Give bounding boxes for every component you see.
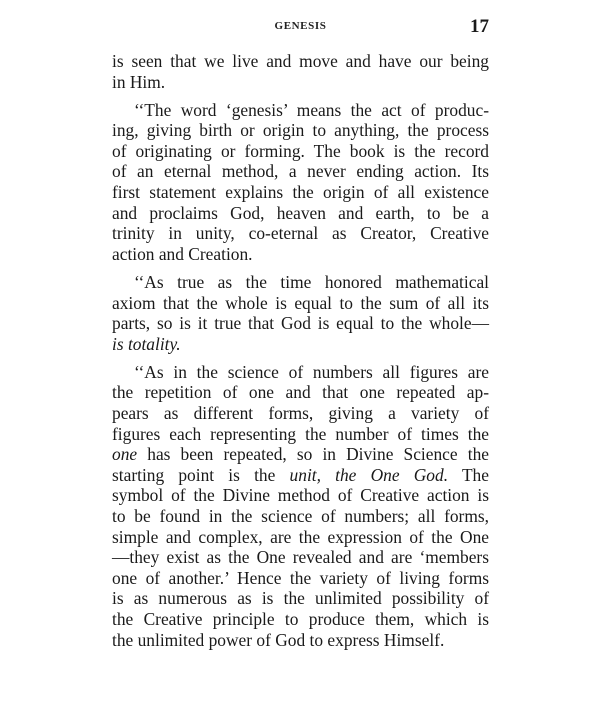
text-line: action and Creation. — [112, 243, 253, 264]
text-line: figures each representing the number of times the — [112, 423, 489, 444]
text-line-mixed — [112, 444, 489, 465]
text-line-italic — [112, 334, 489, 355]
text-fragment: starting point is the — [112, 464, 276, 485]
text-line: the Creative principle to produce them, which is — [112, 608, 489, 629]
text-line: —they exist as the One revealed and are ‘members — [112, 547, 489, 568]
text-fragment: The — [461, 464, 489, 485]
text-line: of an eternal method, a never ending action. Its — [112, 161, 489, 182]
text-fragment: has been repeated, so in Divine Science the — [147, 444, 489, 465]
paragraph-3 — [112, 272, 489, 354]
text-line: of originating or forming. The book is the record — [112, 140, 489, 161]
text-line: and proclaims God, heaven and earth, to be a — [112, 202, 489, 223]
running-title: GENESIS — [274, 20, 327, 32]
paragraph-4 — [112, 362, 489, 650]
text-line: is seen that we live and move and have our being — [112, 51, 489, 71]
text-line: to be found in the science of numbers; all forms, — [112, 505, 489, 526]
text-line: axiom that the whole is equal to the sum of all its — [112, 292, 489, 313]
text-line: trinity in unity, co-eternal as Creator, Creative — [112, 223, 489, 244]
text-line: ‘‘As true as the time honored mathematical — [134, 271, 489, 292]
italic-emphasis: is totality. — [112, 333, 181, 354]
running-header — [112, 16, 489, 38]
text-line: ‘‘As in the science of numbers all figures are — [134, 361, 489, 382]
text-line: the repetition of one and that one repeated ap- — [112, 382, 489, 403]
text-line: symbol of the Divine method of Creative action is — [112, 485, 489, 506]
text-line: simple and complex, are the expression of the One — [112, 526, 489, 547]
paragraph-2 — [112, 100, 489, 265]
text-line: parts, so is it true that God is equal to the whole— — [112, 313, 489, 334]
italic-emphasis: one — [112, 444, 138, 465]
text-line: first statement explains the origin of all existence — [112, 182, 489, 203]
page-number: 17 — [470, 16, 489, 37]
text-line: pears as different forms, giving a variety of — [112, 403, 489, 423]
text-line: one of another.’ Hence the variety of living forms — [112, 567, 489, 588]
text-line: ‘‘The word ‘genesis’ means the act of produc- — [134, 99, 489, 120]
text-line-mixed — [112, 465, 489, 486]
italic-emphasis: unit, the One God. — [289, 464, 449, 485]
text-line: is as numerous as is the unlimited possibility of — [112, 588, 489, 609]
text-line: the unlimited power of God to express Himself. — [112, 629, 445, 650]
body-text — [112, 51, 489, 658]
paragraph-1 — [112, 51, 489, 92]
text-line: in Him. — [112, 71, 166, 92]
text-line: ing, giving birth or origin to anything, the process — [112, 120, 489, 141]
